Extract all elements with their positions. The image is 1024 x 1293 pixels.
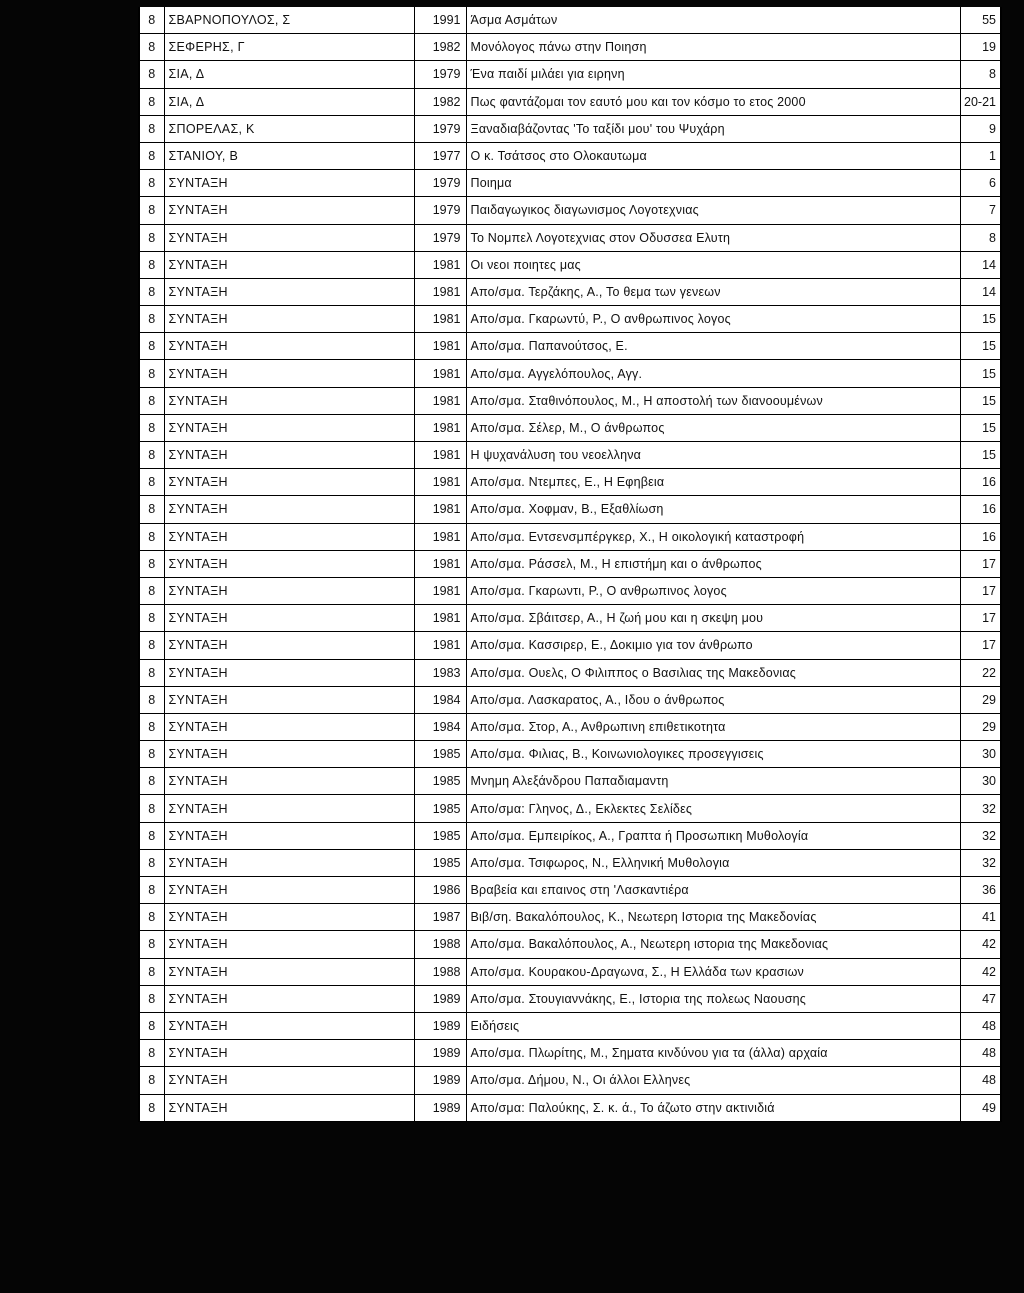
author-name: ΣΥΝΤΑΞΗ	[164, 496, 414, 523]
page-number: 32	[960, 822, 1000, 849]
article-title: Απο/σμα. Γκαρωντι, Ρ., Ο ανθρωπινος λογος	[466, 577, 960, 604]
author-name: ΣΥΝΤΑΞΗ	[164, 849, 414, 876]
index-sheet	[138, 7, 1002, 1122]
table-row	[140, 224, 1000, 251]
section-number: 8	[140, 849, 164, 876]
page-number: 17	[960, 550, 1000, 577]
table-row	[140, 822, 1000, 849]
publication-year: 1981	[414, 333, 466, 360]
article-title: Απο/σμα. Λασκαρατος, Α., Ιδου ο άνθρωπος	[466, 686, 960, 713]
author-name: ΣΥΝΤΑΞΗ	[164, 224, 414, 251]
table-row	[140, 442, 1000, 469]
author-name: ΣΥΝΤΑΞΗ	[164, 523, 414, 550]
section-number: 8	[140, 877, 164, 904]
table-row	[140, 306, 1000, 333]
publication-year: 1985	[414, 795, 466, 822]
table-row	[140, 768, 1000, 795]
author-name: ΣΠΟΡΕΛΑΣ, Κ	[164, 115, 414, 142]
author-name: ΣΥΝΤΑΞΗ	[164, 1094, 414, 1121]
section-number: 8	[140, 768, 164, 795]
article-title: Απο/σμα. Τσιφωρος, Ν., Ελληνική Μυθολογια	[466, 849, 960, 876]
article-title: Βραβεία και επαινος στη 'Λασκαντιέρα	[466, 877, 960, 904]
article-title: Απο/σμα. Βακαλόπουλος, Α., Νεωτερη ιστορια της Μακεδονιας	[466, 931, 960, 958]
author-name: ΣΥΝΤΑΞΗ	[164, 795, 414, 822]
publication-year: 1988	[414, 958, 466, 985]
author-name: ΣΥΝΤΑΞΗ	[164, 958, 414, 985]
page-number: 55	[960, 7, 1000, 34]
author-name: ΣΥΝΤΑΞΗ	[164, 1067, 414, 1094]
author-name: ΣΥΝΤΑΞΗ	[164, 251, 414, 278]
article-title: Μονόλογος πάνω στην Ποιηση	[466, 34, 960, 61]
publication-year: 1985	[414, 741, 466, 768]
table-row	[140, 632, 1000, 659]
section-number: 8	[140, 414, 164, 441]
author-name: ΣΥΝΤΑΞΗ	[164, 442, 414, 469]
section-number: 8	[140, 550, 164, 577]
page-number: 16	[960, 469, 1000, 496]
article-title: Ένα παιδί μιλάει για ειρηνη	[466, 61, 960, 88]
table-row	[140, 931, 1000, 958]
publication-year: 1977	[414, 142, 466, 169]
author-name: ΣΥΝΤΑΞΗ	[164, 306, 414, 333]
article-title: Απο/σμα: Γληνος, Δ., Εκλεκτες Σελίδες	[466, 795, 960, 822]
section-number: 8	[140, 1040, 164, 1067]
page-number: 41	[960, 904, 1000, 931]
page-number: 47	[960, 985, 1000, 1012]
author-name: ΣΥΝΤΑΞΗ	[164, 333, 414, 360]
table-row	[140, 958, 1000, 985]
table-row	[140, 278, 1000, 305]
article-title: Η ψυχανάλυση του νεοελληνα	[466, 442, 960, 469]
article-title: Απο/σμα. Χοφμαν, Β., Εξαθλίωση	[466, 496, 960, 523]
table-body	[140, 7, 1000, 1121]
publication-year: 1982	[414, 34, 466, 61]
section-number: 8	[140, 985, 164, 1012]
section-number: 8	[140, 577, 164, 604]
article-title: Παιδαγωγικος διαγωνισμος Λογοτεχνιας	[466, 197, 960, 224]
table-row	[140, 197, 1000, 224]
author-name: ΣΙΑ, Δ	[164, 88, 414, 115]
page-number: 16	[960, 523, 1000, 550]
section-number: 8	[140, 822, 164, 849]
page-number: 16	[960, 496, 1000, 523]
author-name: ΣΥΝΤΑΞΗ	[164, 550, 414, 577]
table-row	[140, 795, 1000, 822]
table-row	[140, 849, 1000, 876]
article-title: Απο/σμα. Παπανούτσος, Ε.	[466, 333, 960, 360]
author-name: ΣΥΝΤΑΞΗ	[164, 632, 414, 659]
section-number: 8	[140, 958, 164, 985]
page-number: 49	[960, 1094, 1000, 1121]
table-row	[140, 7, 1000, 34]
section-number: 8	[140, 659, 164, 686]
article-title: Απο/σμα. Πλωρίτης, Μ., Σηματα κινδύνου για τα (άλλα) αρχαία	[466, 1040, 960, 1067]
table-row	[140, 469, 1000, 496]
article-title: Ειδήσεις	[466, 1012, 960, 1039]
page-number: 15	[960, 333, 1000, 360]
page-number: 14	[960, 278, 1000, 305]
table-row	[140, 877, 1000, 904]
article-title: Απο/σμα. Εμπειρίκος, Α., Γραπτα ή Προσωπικη Μυθολογία	[466, 822, 960, 849]
author-name: ΣΥΝΤΑΞΗ	[164, 605, 414, 632]
section-number: 8	[140, 632, 164, 659]
article-title: Απο/σμα. Δήμου, Ν., Οι άλλοι Ελληνες	[466, 1067, 960, 1094]
table-row	[140, 1012, 1000, 1039]
section-number: 8	[140, 741, 164, 768]
table-row	[140, 88, 1000, 115]
article-title: Βιβ/ση. Βακαλόπουλος, Κ., Νεωτερη Ιστορια της Μακεδονίας	[466, 904, 960, 931]
section-number: 8	[140, 931, 164, 958]
author-name: ΣΥΝΤΑΞΗ	[164, 414, 414, 441]
article-title: Απο/σμα. Ράσσελ, Μ., Η επιστήμη και ο άνθρωπος	[466, 550, 960, 577]
page-number: 17	[960, 605, 1000, 632]
author-name: ΣΥΝΤΑΞΗ	[164, 1012, 414, 1039]
page-number: 32	[960, 849, 1000, 876]
article-title: Άσμα Ασμάτων	[466, 7, 960, 34]
section-number: 8	[140, 278, 164, 305]
table-row	[140, 659, 1000, 686]
author-name: ΣΥΝΤΑΞΗ	[164, 904, 414, 931]
author-name: ΣΥΝΤΑΞΗ	[164, 278, 414, 305]
bibliography-table	[140, 7, 1000, 1122]
table-row	[140, 360, 1000, 387]
section-number: 8	[140, 1067, 164, 1094]
table-row	[140, 713, 1000, 740]
section-number: 8	[140, 523, 164, 550]
publication-year: 1979	[414, 170, 466, 197]
section-number: 8	[140, 170, 164, 197]
article-title: Απο/σμα. Εντσενσμπέργκερ, Χ., Η οικολογική καταστροφή	[466, 523, 960, 550]
section-number: 8	[140, 387, 164, 414]
page-number: 32	[960, 795, 1000, 822]
publication-year: 1988	[414, 931, 466, 958]
publication-year: 1981	[414, 251, 466, 278]
page-number: 17	[960, 577, 1000, 604]
page-number: 48	[960, 1012, 1000, 1039]
author-name: ΣΙΑ, Δ	[164, 61, 414, 88]
article-title: Απο/σμα. Στουγιαννάκης, Ε., Ιστορια της πολεως Ναουσης	[466, 985, 960, 1012]
article-title: Οι νεοι ποιητες μας	[466, 251, 960, 278]
publication-year: 1981	[414, 387, 466, 414]
article-title: Ποιημα	[466, 170, 960, 197]
article-title: Απο/σμα. Αγγελόπουλος, Αγγ.	[466, 360, 960, 387]
page-number: 36	[960, 877, 1000, 904]
page-number: 6	[960, 170, 1000, 197]
page-number: 42	[960, 931, 1000, 958]
publication-year: 1981	[414, 442, 466, 469]
table-row	[140, 523, 1000, 550]
publication-year: 1981	[414, 605, 466, 632]
table-row	[140, 605, 1000, 632]
publication-year: 1985	[414, 849, 466, 876]
section-number: 8	[140, 306, 164, 333]
table-row	[140, 741, 1000, 768]
table-row	[140, 1040, 1000, 1067]
page-number: 17	[960, 632, 1000, 659]
author-name: ΣΥΝΤΑΞΗ	[164, 713, 414, 740]
author-name: ΣΤΑΝΙΟΥ, Β	[164, 142, 414, 169]
article-title: Απο/σμα. Γκαρωντύ, Ρ., Ο ανθρωπινος λογος	[466, 306, 960, 333]
page-number: 20-21	[960, 88, 1000, 115]
publication-year: 1984	[414, 713, 466, 740]
page-number: 15	[960, 414, 1000, 441]
section-number: 8	[140, 88, 164, 115]
table-row	[140, 333, 1000, 360]
section-number: 8	[140, 197, 164, 224]
author-name: ΣΥΝΤΑΞΗ	[164, 197, 414, 224]
author-name: ΣΥΝΤΑΞΗ	[164, 170, 414, 197]
table-row	[140, 577, 1000, 604]
section-number: 8	[140, 333, 164, 360]
page-number: 15	[960, 360, 1000, 387]
section-number: 8	[140, 496, 164, 523]
page-number: 8	[960, 224, 1000, 251]
publication-year: 1981	[414, 306, 466, 333]
section-number: 8	[140, 142, 164, 169]
author-name: ΣΥΝΤΑΞΗ	[164, 931, 414, 958]
section-number: 8	[140, 360, 164, 387]
publication-year: 1989	[414, 1094, 466, 1121]
page-number: 30	[960, 768, 1000, 795]
table-row	[140, 142, 1000, 169]
page-number: 29	[960, 713, 1000, 740]
page-number: 42	[960, 958, 1000, 985]
author-name: ΣΥΝΤΑΞΗ	[164, 469, 414, 496]
article-title: Απο/σμα. Σέλερ, Μ., Ο άνθρωπος	[466, 414, 960, 441]
publication-year: 1981	[414, 550, 466, 577]
author-name: ΣΥΝΤΑΞΗ	[164, 659, 414, 686]
section-number: 8	[140, 115, 164, 142]
author-name: ΣΥΝΤΑΞΗ	[164, 360, 414, 387]
publication-year: 1981	[414, 632, 466, 659]
page-number: 15	[960, 387, 1000, 414]
article-title: Απο/σμα. Στορ, Α., Ανθρωπινη επιθετικοτητα	[466, 713, 960, 740]
author-name: ΣΥΝΤΑΞΗ	[164, 686, 414, 713]
table-row	[140, 904, 1000, 931]
table-row	[140, 686, 1000, 713]
page-number: 15	[960, 306, 1000, 333]
table-row	[140, 414, 1000, 441]
publication-year: 1989	[414, 985, 466, 1012]
author-name: ΣΥΝΤΑΞΗ	[164, 387, 414, 414]
page-number: 30	[960, 741, 1000, 768]
section-number: 8	[140, 442, 164, 469]
table-row	[140, 1067, 1000, 1094]
page-number: 29	[960, 686, 1000, 713]
publication-year: 1989	[414, 1067, 466, 1094]
section-number: 8	[140, 7, 164, 34]
author-name: ΣΥΝΤΑΞΗ	[164, 985, 414, 1012]
publication-year: 1979	[414, 61, 466, 88]
article-title: Απο/σμα. Κασσιρερ, Ε., Δοκιμιο για τον άνθρωπο	[466, 632, 960, 659]
article-title: Απο/σμα. Ντεμπες, Ε., Η Εφηβεια	[466, 469, 960, 496]
table-row	[140, 496, 1000, 523]
publication-year: 1983	[414, 659, 466, 686]
author-name: ΣΥΝΤΑΞΗ	[164, 577, 414, 604]
article-title: Ο κ. Τσάτσος στο Ολοκαυτωμα	[466, 142, 960, 169]
page-number: 19	[960, 34, 1000, 61]
author-name: ΣΕΦΕΡΗΣ, Γ	[164, 34, 414, 61]
section-number: 8	[140, 713, 164, 740]
author-name: ΣΥΝΤΑΞΗ	[164, 822, 414, 849]
page-number: 8	[960, 61, 1000, 88]
section-number: 8	[140, 1094, 164, 1121]
publication-year: 1981	[414, 360, 466, 387]
section-number: 8	[140, 34, 164, 61]
publication-year: 1981	[414, 278, 466, 305]
article-title: Απο/σμα. Σβάιτσερ, Α., Η ζωή μου και η σκεψη μου	[466, 605, 960, 632]
article-title: Μνημη Αλεξάνδρου Παπαδιαμαντη	[466, 768, 960, 795]
section-number: 8	[140, 795, 164, 822]
section-number: 8	[140, 224, 164, 251]
author-name: ΣΥΝΤΑΞΗ	[164, 1040, 414, 1067]
page-number: 48	[960, 1067, 1000, 1094]
page-number: 48	[960, 1040, 1000, 1067]
section-number: 8	[140, 686, 164, 713]
table-row	[140, 115, 1000, 142]
section-number: 8	[140, 1012, 164, 1039]
table-row	[140, 170, 1000, 197]
table-row	[140, 251, 1000, 278]
publication-year: 1984	[414, 686, 466, 713]
article-title: Απο/σμα. Σταθινόπουλος, Μ., Η αποστολή των διανοουμένων	[466, 387, 960, 414]
page-number: 14	[960, 251, 1000, 278]
publication-year: 1989	[414, 1040, 466, 1067]
publication-year: 1991	[414, 7, 466, 34]
table-row	[140, 985, 1000, 1012]
page-number: 9	[960, 115, 1000, 142]
article-title: Απο/σμα: Παλούκης, Σ. κ. ά., Το άζωτο στην ακτινιδιά	[466, 1094, 960, 1121]
publication-year: 1981	[414, 414, 466, 441]
publication-year: 1981	[414, 469, 466, 496]
article-title: Πως φαντάζομαι τον εαυτό μου και τον κόσμο το ετος 2000	[466, 88, 960, 115]
section-number: 8	[140, 469, 164, 496]
publication-year: 1979	[414, 224, 466, 251]
author-name: ΣΥΝΤΑΞΗ	[164, 877, 414, 904]
publication-year: 1979	[414, 115, 466, 142]
table-row	[140, 387, 1000, 414]
article-title: Απο/σμα. Ουελς, Ο Φιλιππος ο Βασιλιας της Μακεδονιας	[466, 659, 960, 686]
article-title: Ξαναδιαβάζοντας 'Το ταξίδι μου' του Ψυχάρη	[466, 115, 960, 142]
article-title: Απο/σμα. Φιλιας, Β., Κοινωνιολογικες προσεγγισεις	[466, 741, 960, 768]
page-number: 22	[960, 659, 1000, 686]
publication-year: 1985	[414, 768, 466, 795]
article-title: Απο/σμα. Τερζάκης, Α., Το θεμα των γενεων	[466, 278, 960, 305]
section-number: 8	[140, 251, 164, 278]
publication-year: 1979	[414, 197, 466, 224]
publication-year: 1989	[414, 1012, 466, 1039]
section-number: 8	[140, 605, 164, 632]
table-row	[140, 550, 1000, 577]
publication-year: 1981	[414, 496, 466, 523]
author-name: ΣΒΑΡΝΟΠΟΥΛΟΣ, Σ	[164, 7, 414, 34]
publication-year: 1985	[414, 822, 466, 849]
publication-year: 1981	[414, 577, 466, 604]
article-title: Το Νομπελ Λογοτεχνιας στον Οδυσσεα Ελυτη	[466, 224, 960, 251]
section-number: 8	[140, 904, 164, 931]
publication-year: 1981	[414, 523, 466, 550]
page-number: 15	[960, 442, 1000, 469]
author-name: ΣΥΝΤΑΞΗ	[164, 741, 414, 768]
table-row	[140, 1094, 1000, 1121]
page-number: 7	[960, 197, 1000, 224]
table-row	[140, 61, 1000, 88]
publication-year: 1986	[414, 877, 466, 904]
publication-year: 1987	[414, 904, 466, 931]
section-number: 8	[140, 61, 164, 88]
table-row	[140, 34, 1000, 61]
page-number: 1	[960, 142, 1000, 169]
article-title: Απο/σμα. Κουρακου-Δραγωνα, Σ., Η Ελλάδα των κρασιων	[466, 958, 960, 985]
author-name: ΣΥΝΤΑΞΗ	[164, 768, 414, 795]
publication-year: 1982	[414, 88, 466, 115]
